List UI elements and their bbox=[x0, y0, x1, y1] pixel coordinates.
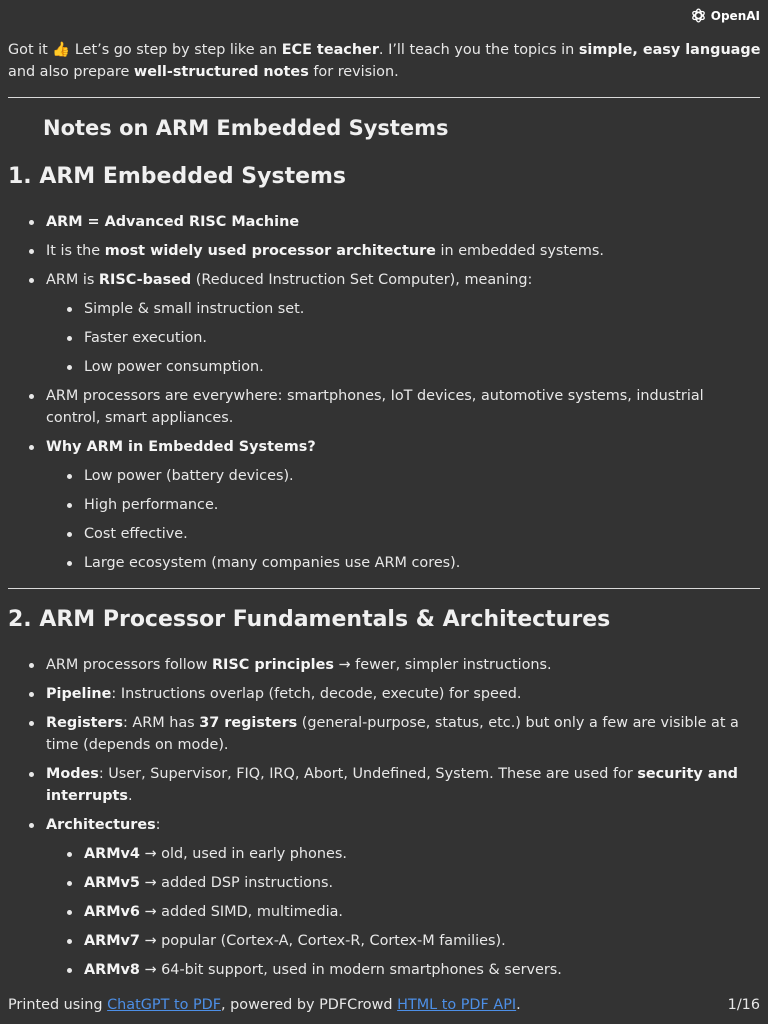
sub-list-item bbox=[84, 872, 760, 894]
intro-text: Got it bbox=[8, 42, 53, 58]
bullet-icon bbox=[67, 532, 72, 537]
brand-name: OpenAI bbox=[710, 8, 760, 23]
bullet-icon bbox=[29, 249, 34, 254]
item-text: → fewer, simpler instructions. bbox=[333, 657, 552, 673]
item-text: in embedded systems. bbox=[435, 243, 604, 259]
bullet-icon bbox=[67, 910, 72, 915]
bullet-icon bbox=[67, 336, 72, 341]
footer-text: . bbox=[516, 997, 521, 1013]
footer-text: Printed using bbox=[8, 997, 108, 1013]
item-text: High performance. bbox=[84, 497, 219, 513]
list-item bbox=[46, 240, 762, 262]
item-text: → added SIMD, multimedia. bbox=[139, 904, 343, 920]
item-text: → old, used in early phones. bbox=[139, 846, 347, 862]
sub-list-item bbox=[84, 356, 760, 378]
item-text: → 64-bit support, used in modern smartphones & servers. bbox=[139, 962, 562, 978]
item-bold: ARMv8 bbox=[84, 962, 140, 978]
item-bold: RISC principles bbox=[211, 657, 334, 673]
intro-text: and also prepare bbox=[8, 64, 134, 80]
intro-text: Let’s go step by step like an bbox=[70, 42, 282, 58]
item-text: Cost effective. bbox=[84, 526, 188, 542]
item-text: ARM is bbox=[46, 272, 99, 288]
item-bold: Architectures bbox=[46, 817, 156, 833]
item-bold: 37 registers bbox=[199, 715, 298, 731]
list-item bbox=[46, 763, 762, 807]
bullet-icon bbox=[29, 663, 34, 668]
item-bold: security and interrupts bbox=[46, 766, 738, 804]
divider bbox=[8, 588, 760, 589]
item-text: ARM processors follow bbox=[46, 657, 212, 673]
list-item bbox=[46, 712, 762, 756]
section-heading: 1. ARM Embedded Systems bbox=[8, 164, 347, 189]
item-bold: Registers bbox=[46, 715, 123, 731]
item-text: → added DSP instructions. bbox=[139, 875, 334, 891]
list-item bbox=[46, 211, 762, 233]
bullet-icon bbox=[29, 394, 34, 399]
intro-bold: well-structured notes bbox=[133, 64, 309, 80]
bullet-icon bbox=[67, 474, 72, 479]
bullet-icon bbox=[67, 365, 72, 370]
item-text: Low power consumption. bbox=[84, 359, 264, 375]
sub-list-item bbox=[84, 959, 760, 981]
bullet-icon bbox=[29, 772, 34, 777]
bullet-icon bbox=[29, 721, 34, 726]
intro-paragraph bbox=[8, 39, 764, 83]
sub-list-item bbox=[84, 901, 760, 923]
bullet-icon bbox=[67, 307, 72, 312]
bullet-icon bbox=[29, 692, 34, 697]
sub-list-item bbox=[84, 327, 760, 349]
item-text: → popular (Cortex-A, Cortex-R, Cortex-M families). bbox=[139, 933, 506, 949]
item-bold: Pipeline bbox=[46, 686, 112, 702]
item-bold: RISC-based bbox=[98, 272, 192, 288]
bullet-icon bbox=[67, 881, 72, 886]
divider bbox=[8, 97, 760, 98]
thumbs-up-emoji: 👍 bbox=[52, 42, 71, 58]
openai-brand bbox=[690, 7, 760, 24]
intro-text: . I’ll teach you the topics in bbox=[378, 42, 579, 58]
item-text: (general-purpose, status, etc.) but only a few are visible at a time (depends on mode). bbox=[46, 715, 739, 753]
sub-list-item bbox=[84, 298, 760, 320]
list-item bbox=[46, 814, 762, 836]
item-text: Low power (battery devices). bbox=[84, 468, 294, 484]
list-item bbox=[46, 385, 762, 429]
item-text: It is the bbox=[46, 243, 105, 259]
sub-list-item bbox=[84, 494, 760, 516]
item-bold: ARM = Advanced RISC Machine bbox=[46, 214, 300, 230]
sub-list-item bbox=[84, 552, 760, 574]
sub-list-item bbox=[84, 843, 760, 865]
html-to-pdf-api-link[interactable]: HTML to PDF API bbox=[397, 997, 517, 1013]
item-bold: ARMv6 bbox=[84, 904, 140, 920]
sub-list-item bbox=[84, 523, 760, 545]
bullet-icon bbox=[29, 220, 34, 225]
bullet-icon bbox=[67, 852, 72, 857]
bullet-icon bbox=[29, 278, 34, 283]
item-text: : User, Supervisor, FIQ, IRQ, Abort, Undefined, System. These are used for bbox=[98, 766, 638, 782]
item-text: : ARM has bbox=[122, 715, 200, 731]
list-item bbox=[46, 269, 762, 291]
openai-logo-icon bbox=[690, 7, 707, 24]
sub-list-item bbox=[84, 930, 760, 952]
bullet-icon bbox=[67, 561, 72, 566]
item-bold: Why ARM in Embedded Systems? bbox=[46, 439, 316, 455]
print-footer bbox=[8, 995, 760, 1015]
intro-text: for revision. bbox=[308, 64, 399, 80]
sub-list-item bbox=[84, 465, 760, 487]
list-item bbox=[46, 654, 762, 676]
item-bold: Modes bbox=[46, 766, 99, 782]
item-text: (Reduced Instruction Set Computer), meaning: bbox=[191, 272, 533, 288]
item-bold: ARMv7 bbox=[84, 933, 140, 949]
chatgpt-to-pdf-link[interactable]: ChatGPT to PDF bbox=[107, 997, 222, 1013]
bullet-icon bbox=[29, 445, 34, 450]
item-text: . bbox=[128, 788, 133, 804]
footer-text: , powered by PDFCrowd bbox=[221, 997, 398, 1013]
bullet-icon bbox=[67, 968, 72, 973]
page-number: 1/16 bbox=[727, 997, 760, 1013]
section-heading: 2. ARM Processor Fundamentals & Architectures bbox=[8, 607, 611, 632]
item-text: Simple & small instruction set. bbox=[84, 301, 305, 317]
item-text: : Instructions overlap (fetch, decode, execute) for speed. bbox=[111, 686, 522, 702]
item-text: Faster execution. bbox=[84, 330, 207, 346]
intro-bold: ECE teacher bbox=[281, 42, 379, 58]
bullet-icon bbox=[67, 939, 72, 944]
list-item bbox=[46, 436, 762, 458]
item-text: ARM processors are everywhere: smartphones, IoT devices, automotive systems, industrial control, smart appliances. bbox=[46, 388, 704, 426]
item-bold: ARMv4 bbox=[84, 846, 140, 862]
intro-bold: simple, easy language bbox=[578, 42, 761, 58]
item-text: Large ecosystem (many companies use ARM cores). bbox=[84, 555, 461, 571]
bullet-icon bbox=[29, 823, 34, 828]
item-bold: ARMv5 bbox=[84, 875, 140, 891]
bullet-icon bbox=[67, 503, 72, 508]
item-text: : bbox=[155, 817, 161, 833]
notes-title: Notes on ARM Embedded Systems bbox=[43, 116, 449, 140]
item-bold: most widely used processor architecture bbox=[104, 243, 436, 259]
list-item bbox=[46, 683, 762, 705]
